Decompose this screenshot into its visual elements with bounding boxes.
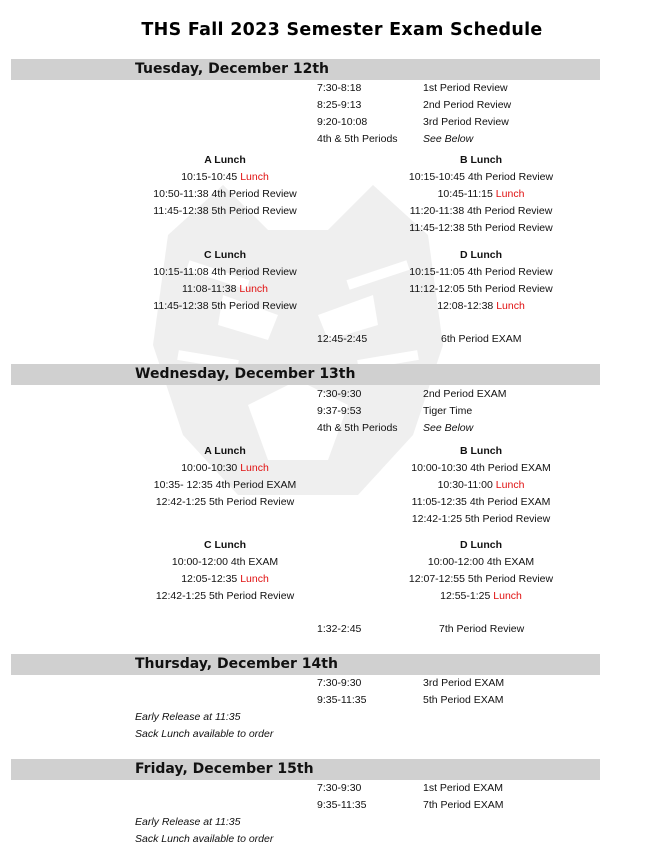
lunch-line: 10:15-10:45 Lunch: [181, 171, 269, 183]
time-cell: 9:35-11:35: [317, 799, 367, 811]
time-cell: 9:37-9:53: [317, 405, 362, 417]
activity-cell: See Below: [423, 422, 474, 434]
time-cell: 4th & 5th Periods: [317, 422, 398, 434]
lunch-line: 11:20-11:38 4th Period Review: [409, 205, 553, 217]
activity-cell: 2nd Period Review: [423, 99, 512, 111]
time-cell: 1:32-2:45: [317, 623, 362, 635]
day-header-friday: [11, 759, 600, 780]
time-cell: 9:20-10:08: [317, 116, 368, 128]
lunch-line: 10:35- 12:35 4th Period EXAM: [153, 479, 297, 491]
lunch-heading-c: C Lunch: [204, 249, 246, 261]
lunch-line: 10:45-11:15 Lunch: [437, 188, 525, 200]
lunch-line: 12:08-12:38 Lunch: [437, 300, 525, 312]
time-cell: 7:30-8:18: [317, 82, 362, 94]
lunch-line: 11:08-11:38 Lunch: [181, 283, 269, 295]
lunch-line: 10:00-12:00 4th EXAM: [427, 556, 535, 568]
lunch-line: 11:45-12:38 5th Period Review: [153, 205, 297, 217]
note-text: Sack Lunch available to order: [135, 833, 274, 845]
lunch-line: 10:00-12:00 4th EXAM: [171, 556, 279, 568]
lunch-line: 12:42-1:25 5th Period Review: [411, 513, 551, 525]
lunch-heading-b: B Lunch: [460, 154, 502, 166]
lunch-line: 11:45-12:38 5th Period Review: [153, 300, 297, 312]
lunch-heading-a: A Lunch: [204, 445, 246, 457]
lunch-line: 10:50-11:38 4th Period Review: [153, 188, 297, 200]
activity-cell: 7th Period EXAM: [423, 799, 504, 811]
lunch-line: 11:12-12:05 5th Period Review: [409, 283, 553, 295]
day-heading: Tuesday, December 12th: [135, 61, 330, 77]
day-header-thursday: [11, 654, 600, 675]
page-title: THS Fall 2023 Semester Exam Schedule: [141, 20, 543, 40]
day-header-wednesday: [11, 364, 600, 385]
lunch-line: 10:15-10:45 4th Period Review: [408, 171, 554, 183]
activity-cell: 1st Period Review: [423, 82, 508, 94]
lunch-line: 11:45-12:38 5th Period Review: [409, 222, 553, 234]
activity-cell: 2nd Period EXAM: [423, 388, 507, 400]
activity-cell: See Below: [423, 133, 474, 145]
activity-cell: 3rd Period Review: [423, 116, 509, 128]
lunch-heading-c: C Lunch: [204, 539, 246, 551]
time-cell: 4th & 5th Periods: [317, 133, 398, 145]
note-text: Early Release at 11:35: [135, 711, 241, 723]
lunch-line: 10:00-10:30 Lunch: [181, 462, 269, 474]
time-cell: 12:45-2:45: [317, 333, 368, 345]
activity-cell: 5th Period EXAM: [423, 694, 504, 706]
time-cell: 8:25-9:13: [317, 99, 362, 111]
activity-cell: 3rd Period EXAM: [423, 677, 505, 689]
lunch-line: 10:15-11:08 4th Period Review: [153, 266, 297, 278]
note-text: Early Release at 11:35: [135, 816, 241, 828]
lunch-line: 12:07-12:55 5th Period Review: [408, 573, 554, 585]
lunch-line: 11:05-12:35 4th Period EXAM: [411, 496, 551, 508]
day-heading: Friday, December 15th: [135, 761, 314, 777]
day-heading: Thursday, December 14th: [135, 656, 338, 672]
lunch-heading-d: D Lunch: [460, 249, 502, 261]
lunch-line: 12:05-12:35 Lunch: [181, 573, 269, 585]
lunch-line: 12:42-1:25 5th Period Review: [155, 590, 295, 602]
time-cell: 7:30-9:30: [317, 677, 362, 689]
activity-cell: 7th Period Review: [439, 623, 525, 635]
lunch-heading-d: D Lunch: [460, 539, 502, 551]
activity-cell: 6th Period EXAM: [441, 333, 522, 345]
lunch-line: 12:42-1:25 5th Period Review: [155, 496, 295, 508]
activity-cell: Tiger Time: [423, 405, 473, 417]
time-cell: 9:35-11:35: [317, 694, 367, 706]
lunch-line: 10:30-11:00 Lunch: [437, 479, 525, 491]
lunch-heading-b: B Lunch: [460, 445, 502, 457]
time-cell: 7:30-9:30: [317, 782, 362, 794]
day-heading: Wednesday, December 13th: [135, 366, 356, 382]
lunch-line: 12:55-1:25 Lunch: [440, 590, 522, 602]
lunch-heading-a: A Lunch: [204, 154, 246, 166]
lunch-line: 10:15-11:05 4th Period Review: [409, 266, 553, 278]
lunch-line: 10:00-10:30 4th Period EXAM: [411, 462, 551, 474]
day-header-tuesday: [11, 59, 600, 80]
activity-cell: 1st Period EXAM: [423, 782, 503, 794]
time-cell: 7:30-9:30: [317, 388, 362, 400]
note-text: Sack Lunch available to order: [135, 728, 274, 740]
